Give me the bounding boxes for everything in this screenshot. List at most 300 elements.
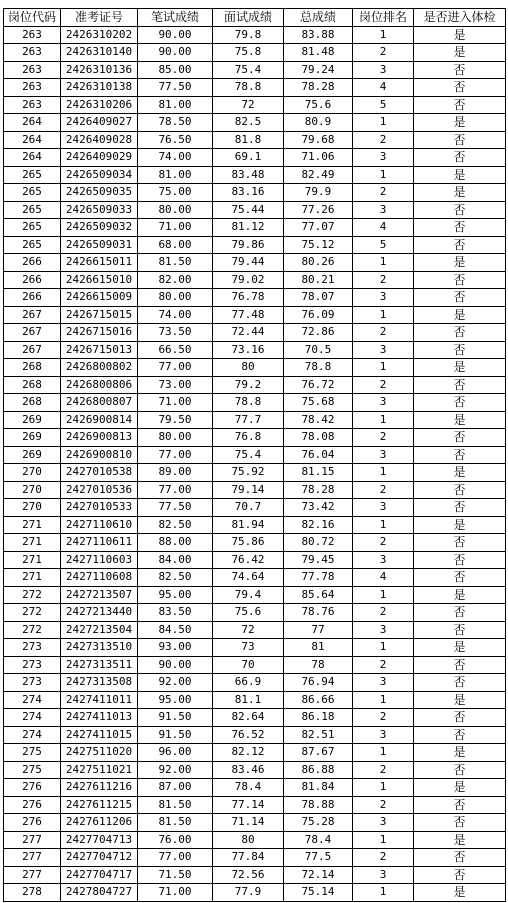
exam-number-cell: 2427611215 (61, 796, 138, 814)
physical-exam-cell: 是 (414, 831, 506, 849)
exam-number-cell: 2426615009 (61, 289, 138, 307)
exam-number-cell: 2426615010 (61, 271, 138, 289)
table-row (4, 79, 506, 97)
written-score-cell: 75.00 (138, 184, 213, 202)
interview-score-cell: 76.42 (213, 551, 284, 569)
interview-score-cell: 79.02 (213, 271, 284, 289)
total-score-cell: 78.28 (284, 79, 353, 97)
physical-exam-cell: 否 (414, 796, 506, 814)
rank-cell: 3 (353, 149, 414, 167)
written-score-cell: 80.00 (138, 201, 213, 219)
header-interview-score: 面试成绩 (213, 9, 284, 27)
table-row (4, 586, 506, 604)
table-row (4, 219, 506, 237)
interview-score-cell: 81.1 (213, 691, 284, 709)
interview-score-cell: 76.52 (213, 726, 284, 744)
rank-cell: 1 (353, 306, 414, 324)
total-score-cell: 79.24 (284, 61, 353, 79)
table-row (4, 429, 506, 447)
rank-cell: 4 (353, 219, 414, 237)
exam-number-cell: 2426409027 (61, 114, 138, 132)
interview-score-cell: 75.4 (213, 446, 284, 464)
exam-number-cell: 2426310202 (61, 26, 138, 44)
written-score-cell: 77.50 (138, 79, 213, 97)
position-code-cell: 277 (4, 866, 61, 884)
rank-cell: 1 (353, 166, 414, 184)
physical-exam-cell: 是 (414, 184, 506, 202)
position-code-cell: 269 (4, 446, 61, 464)
total-score-cell: 80.21 (284, 271, 353, 289)
interview-score-cell: 78.8 (213, 79, 284, 97)
rank-cell: 3 (353, 289, 414, 307)
position-code-cell: 270 (4, 464, 61, 482)
physical-exam-cell: 是 (414, 44, 506, 62)
table-row (4, 796, 506, 814)
total-score-cell: 76.94 (284, 674, 353, 692)
total-score-cell: 77.07 (284, 219, 353, 237)
total-score-cell: 81.48 (284, 44, 353, 62)
table-row (4, 569, 506, 587)
rank-cell: 2 (353, 376, 414, 394)
table-row (4, 884, 506, 902)
header-rank: 岗位排名 (353, 9, 414, 27)
total-score-cell: 87.67 (284, 744, 353, 762)
total-score-cell: 77 (284, 621, 353, 639)
written-score-cell: 84.00 (138, 551, 213, 569)
interview-score-cell: 72 (213, 621, 284, 639)
position-code-cell: 269 (4, 411, 61, 429)
exam-number-cell: 2426900810 (61, 446, 138, 464)
rank-cell: 2 (353, 131, 414, 149)
written-score-cell: 85.00 (138, 61, 213, 79)
total-score-cell: 75.28 (284, 814, 353, 832)
interview-score-cell: 81.94 (213, 516, 284, 534)
header-written-score: 笔试成绩 (138, 9, 213, 27)
table-row (4, 744, 506, 762)
written-score-cell: 73.00 (138, 376, 213, 394)
interview-score-cell: 79.14 (213, 481, 284, 499)
rank-cell: 2 (353, 849, 414, 867)
table-row (4, 481, 506, 499)
exam-number-cell: 2427411011 (61, 691, 138, 709)
table-row (4, 394, 506, 412)
exam-number-cell: 2426409028 (61, 131, 138, 149)
interview-score-cell: 75.92 (213, 464, 284, 482)
written-score-cell: 82.00 (138, 271, 213, 289)
position-code-cell: 266 (4, 271, 61, 289)
exam-number-cell: 2427411015 (61, 726, 138, 744)
physical-exam-cell: 是 (414, 779, 506, 797)
position-code-cell: 267 (4, 324, 61, 342)
table-row (4, 621, 506, 639)
physical-exam-cell: 否 (414, 149, 506, 167)
written-score-cell: 71.00 (138, 394, 213, 412)
total-score-cell: 75.14 (284, 884, 353, 902)
interview-score-cell: 76.78 (213, 289, 284, 307)
written-score-cell: 88.00 (138, 534, 213, 552)
total-score-cell: 78.4 (284, 831, 353, 849)
table-row (4, 534, 506, 552)
interview-score-cell: 79.86 (213, 236, 284, 254)
table-row (4, 114, 506, 132)
exam-number-cell: 2427010533 (61, 499, 138, 517)
exam-number-cell: 2427010536 (61, 481, 138, 499)
physical-exam-cell: 否 (414, 394, 506, 412)
position-code-cell: 265 (4, 201, 61, 219)
interview-score-cell: 82.5 (213, 114, 284, 132)
written-score-cell: 91.50 (138, 709, 213, 727)
written-score-cell: 90.00 (138, 26, 213, 44)
total-score-cell: 78.28 (284, 481, 353, 499)
total-score-cell: 76.04 (284, 446, 353, 464)
total-score-cell: 70.5 (284, 341, 353, 359)
exam-number-cell: 2427213507 (61, 586, 138, 604)
physical-exam-cell: 否 (414, 324, 506, 342)
rank-cell: 2 (353, 184, 414, 202)
interview-score-cell: 66.9 (213, 674, 284, 692)
table-row (4, 866, 506, 884)
interview-score-cell: 82.12 (213, 744, 284, 762)
position-code-cell: 265 (4, 219, 61, 237)
physical-exam-cell: 是 (414, 26, 506, 44)
interview-score-cell: 69.1 (213, 149, 284, 167)
exam-number-cell: 2426615011 (61, 254, 138, 272)
rank-cell: 2 (353, 796, 414, 814)
table-row (4, 464, 506, 482)
position-code-cell: 267 (4, 306, 61, 324)
position-code-cell: 268 (4, 394, 61, 412)
physical-exam-cell: 否 (414, 656, 506, 674)
exam-number-cell: 2426509031 (61, 236, 138, 254)
position-code-cell: 271 (4, 534, 61, 552)
position-code-cell: 263 (4, 96, 61, 114)
rank-cell: 2 (353, 481, 414, 499)
table-body (4, 26, 506, 901)
total-score-cell: 78.08 (284, 429, 353, 447)
position-code-cell: 272 (4, 586, 61, 604)
written-score-cell: 96.00 (138, 744, 213, 762)
table-row (4, 376, 506, 394)
written-score-cell: 76.50 (138, 131, 213, 149)
total-score-cell: 72.86 (284, 324, 353, 342)
rank-cell: 1 (353, 691, 414, 709)
written-score-cell: 71.00 (138, 884, 213, 902)
total-score-cell: 75.12 (284, 236, 353, 254)
written-score-cell: 80.00 (138, 289, 213, 307)
position-code-cell: 275 (4, 761, 61, 779)
table-row (4, 446, 506, 464)
table-row (4, 289, 506, 307)
total-score-cell: 71.06 (284, 149, 353, 167)
written-score-cell: 95.00 (138, 691, 213, 709)
exam-number-cell: 2426509034 (61, 166, 138, 184)
total-score-cell: 81 (284, 639, 353, 657)
header-row (4, 9, 506, 27)
total-score-cell: 78 (284, 656, 353, 674)
written-score-cell: 71.00 (138, 219, 213, 237)
rank-cell: 1 (353, 744, 414, 762)
rank-cell: 3 (353, 341, 414, 359)
table-row (4, 236, 506, 254)
interview-score-cell: 82.64 (213, 709, 284, 727)
header-physical-exam: 是否进入体检 (414, 9, 506, 27)
physical-exam-cell: 否 (414, 446, 506, 464)
exam-number-cell: 2426310136 (61, 61, 138, 79)
interview-score-cell: 77.7 (213, 411, 284, 429)
table-row (4, 604, 506, 622)
total-score-cell: 81.84 (284, 779, 353, 797)
position-code-cell: 267 (4, 341, 61, 359)
interview-score-cell: 70 (213, 656, 284, 674)
exam-number-cell: 2426715013 (61, 341, 138, 359)
written-score-cell: 95.00 (138, 586, 213, 604)
table-row (4, 674, 506, 692)
rank-cell: 1 (353, 516, 414, 534)
rank-cell: 2 (353, 534, 414, 552)
exam-number-cell: 2426900814 (61, 411, 138, 429)
written-score-cell: 81.50 (138, 814, 213, 832)
table-row (4, 779, 506, 797)
written-score-cell: 81.50 (138, 796, 213, 814)
table-row (4, 831, 506, 849)
written-score-cell: 91.50 (138, 726, 213, 744)
position-code-cell: 275 (4, 744, 61, 762)
exam-number-cell: 2426800806 (61, 376, 138, 394)
position-code-cell: 265 (4, 184, 61, 202)
position-code-cell: 264 (4, 149, 61, 167)
exam-number-cell: 2427804727 (61, 884, 138, 902)
physical-exam-cell: 否 (414, 289, 506, 307)
physical-exam-cell: 否 (414, 96, 506, 114)
rank-cell: 1 (353, 639, 414, 657)
table-row (4, 184, 506, 202)
rank-cell: 2 (353, 429, 414, 447)
written-score-cell: 77.50 (138, 499, 213, 517)
header-position-code: 岗位代码 (4, 9, 61, 27)
interview-score-cell: 78.4 (213, 779, 284, 797)
physical-exam-cell: 否 (414, 866, 506, 884)
position-code-cell: 263 (4, 26, 61, 44)
physical-exam-cell: 是 (414, 744, 506, 762)
total-score-cell: 77.78 (284, 569, 353, 587)
rank-cell: 2 (353, 656, 414, 674)
interview-score-cell: 80 (213, 831, 284, 849)
interview-score-cell: 79.44 (213, 254, 284, 272)
interview-score-cell: 77.14 (213, 796, 284, 814)
rank-cell: 2 (353, 44, 414, 62)
written-score-cell: 93.00 (138, 639, 213, 657)
written-score-cell: 66.50 (138, 341, 213, 359)
header-total-score: 总成绩 (284, 9, 353, 27)
written-score-cell: 89.00 (138, 464, 213, 482)
interview-score-cell: 81.12 (213, 219, 284, 237)
interview-score-cell: 72.56 (213, 866, 284, 884)
interview-score-cell: 75.6 (213, 604, 284, 622)
exam-number-cell: 2426715016 (61, 324, 138, 342)
rank-cell: 2 (353, 709, 414, 727)
position-code-cell: 268 (4, 376, 61, 394)
position-code-cell: 264 (4, 114, 61, 132)
written-score-cell: 74.00 (138, 306, 213, 324)
interview-score-cell: 75.4 (213, 61, 284, 79)
rank-cell: 1 (353, 884, 414, 902)
exam-number-cell: 2426509033 (61, 201, 138, 219)
total-score-cell: 76.09 (284, 306, 353, 324)
total-score-cell: 75.6 (284, 96, 353, 114)
interview-score-cell: 83.46 (213, 761, 284, 779)
exam-number-cell: 2426509035 (61, 184, 138, 202)
rank-cell: 2 (353, 761, 414, 779)
interview-score-cell: 74.64 (213, 569, 284, 587)
total-score-cell: 76.72 (284, 376, 353, 394)
table-row (4, 761, 506, 779)
position-code-cell: 265 (4, 166, 61, 184)
physical-exam-cell: 是 (414, 884, 506, 902)
interview-score-cell: 78.8 (213, 394, 284, 412)
exam-number-cell: 2427110611 (61, 534, 138, 552)
total-score-cell: 80.26 (284, 254, 353, 272)
rank-cell: 1 (353, 831, 414, 849)
position-code-cell: 273 (4, 674, 61, 692)
exam-number-cell: 2427611216 (61, 779, 138, 797)
total-score-cell: 73.42 (284, 499, 353, 517)
physical-exam-cell: 否 (414, 481, 506, 499)
total-score-cell: 75.68 (284, 394, 353, 412)
rank-cell: 3 (353, 674, 414, 692)
exam-number-cell: 2426715015 (61, 306, 138, 324)
rank-cell: 1 (353, 359, 414, 377)
written-score-cell: 71.50 (138, 866, 213, 884)
rank-cell: 2 (353, 604, 414, 622)
interview-score-cell: 75.8 (213, 44, 284, 62)
position-code-cell: 271 (4, 551, 61, 569)
table-row (4, 656, 506, 674)
total-score-cell: 78.42 (284, 411, 353, 429)
rank-cell: 1 (353, 114, 414, 132)
total-score-cell: 82.49 (284, 166, 353, 184)
written-score-cell: 81.00 (138, 96, 213, 114)
written-score-cell: 73.50 (138, 324, 213, 342)
position-code-cell: 271 (4, 569, 61, 587)
physical-exam-cell: 否 (414, 341, 506, 359)
table-row (4, 166, 506, 184)
written-score-cell: 79.50 (138, 411, 213, 429)
interview-score-cell: 73 (213, 639, 284, 657)
position-code-cell: 273 (4, 639, 61, 657)
rank-cell: 3 (353, 551, 414, 569)
written-score-cell: 81.00 (138, 166, 213, 184)
physical-exam-cell: 否 (414, 236, 506, 254)
total-score-cell: 86.88 (284, 761, 353, 779)
physical-exam-cell: 否 (414, 376, 506, 394)
physical-exam-cell: 是 (414, 114, 506, 132)
rank-cell: 3 (353, 201, 414, 219)
interview-score-cell: 72 (213, 96, 284, 114)
table-row (4, 254, 506, 272)
written-score-cell: 81.50 (138, 254, 213, 272)
written-score-cell: 92.00 (138, 761, 213, 779)
exam-number-cell: 2427313508 (61, 674, 138, 692)
table-row (4, 61, 506, 79)
position-code-cell: 278 (4, 884, 61, 902)
physical-exam-cell: 是 (414, 516, 506, 534)
interview-score-cell: 77.84 (213, 849, 284, 867)
written-score-cell: 90.00 (138, 656, 213, 674)
physical-exam-cell: 否 (414, 674, 506, 692)
interview-score-cell: 79.8 (213, 26, 284, 44)
physical-exam-cell: 否 (414, 551, 506, 569)
total-score-cell: 86.18 (284, 709, 353, 727)
total-score-cell: 80.72 (284, 534, 353, 552)
exam-number-cell: 2427010538 (61, 464, 138, 482)
physical-exam-cell: 是 (414, 254, 506, 272)
physical-exam-cell: 否 (414, 61, 506, 79)
position-code-cell: 265 (4, 236, 61, 254)
physical-exam-cell: 否 (414, 761, 506, 779)
position-code-cell: 263 (4, 44, 61, 62)
position-code-cell: 274 (4, 691, 61, 709)
total-score-cell: 80.9 (284, 114, 353, 132)
position-code-cell: 263 (4, 61, 61, 79)
position-code-cell: 276 (4, 779, 61, 797)
physical-exam-cell: 否 (414, 131, 506, 149)
exam-number-cell: 2427110608 (61, 569, 138, 587)
interview-score-cell: 81.8 (213, 131, 284, 149)
rank-cell: 4 (353, 569, 414, 587)
total-score-cell: 78.88 (284, 796, 353, 814)
physical-exam-cell: 是 (414, 691, 506, 709)
interview-score-cell: 71.14 (213, 814, 284, 832)
interview-score-cell: 73.16 (213, 341, 284, 359)
total-score-cell: 78.07 (284, 289, 353, 307)
header-exam-number: 准考证号 (61, 9, 138, 27)
position-code-cell: 273 (4, 656, 61, 674)
position-code-cell: 276 (4, 796, 61, 814)
exam-number-cell: 2427704712 (61, 849, 138, 867)
interview-score-cell: 77.9 (213, 884, 284, 902)
interview-score-cell: 79.2 (213, 376, 284, 394)
total-score-cell: 78.8 (284, 359, 353, 377)
table-row (4, 96, 506, 114)
physical-exam-cell: 否 (414, 726, 506, 744)
rank-cell: 3 (353, 866, 414, 884)
rank-cell: 3 (353, 814, 414, 832)
rank-cell: 3 (353, 726, 414, 744)
written-score-cell: 82.50 (138, 569, 213, 587)
rank-cell: 3 (353, 446, 414, 464)
interview-score-cell: 75.86 (213, 534, 284, 552)
physical-exam-cell: 否 (414, 569, 506, 587)
interview-score-cell: 72.44 (213, 324, 284, 342)
rank-cell: 3 (353, 621, 414, 639)
exam-number-cell: 2427511021 (61, 761, 138, 779)
table-row (4, 639, 506, 657)
rank-cell: 5 (353, 96, 414, 114)
position-code-cell: 277 (4, 831, 61, 849)
written-score-cell: 77.00 (138, 481, 213, 499)
rank-cell: 3 (353, 499, 414, 517)
position-code-cell: 276 (4, 814, 61, 832)
physical-exam-cell: 否 (414, 271, 506, 289)
position-code-cell: 274 (4, 709, 61, 727)
position-code-cell: 274 (4, 726, 61, 744)
physical-exam-cell: 是 (414, 306, 506, 324)
written-score-cell: 76.00 (138, 831, 213, 849)
interview-score-cell: 79.4 (213, 586, 284, 604)
total-score-cell: 72.14 (284, 866, 353, 884)
physical-exam-cell: 否 (414, 219, 506, 237)
position-code-cell: 264 (4, 131, 61, 149)
